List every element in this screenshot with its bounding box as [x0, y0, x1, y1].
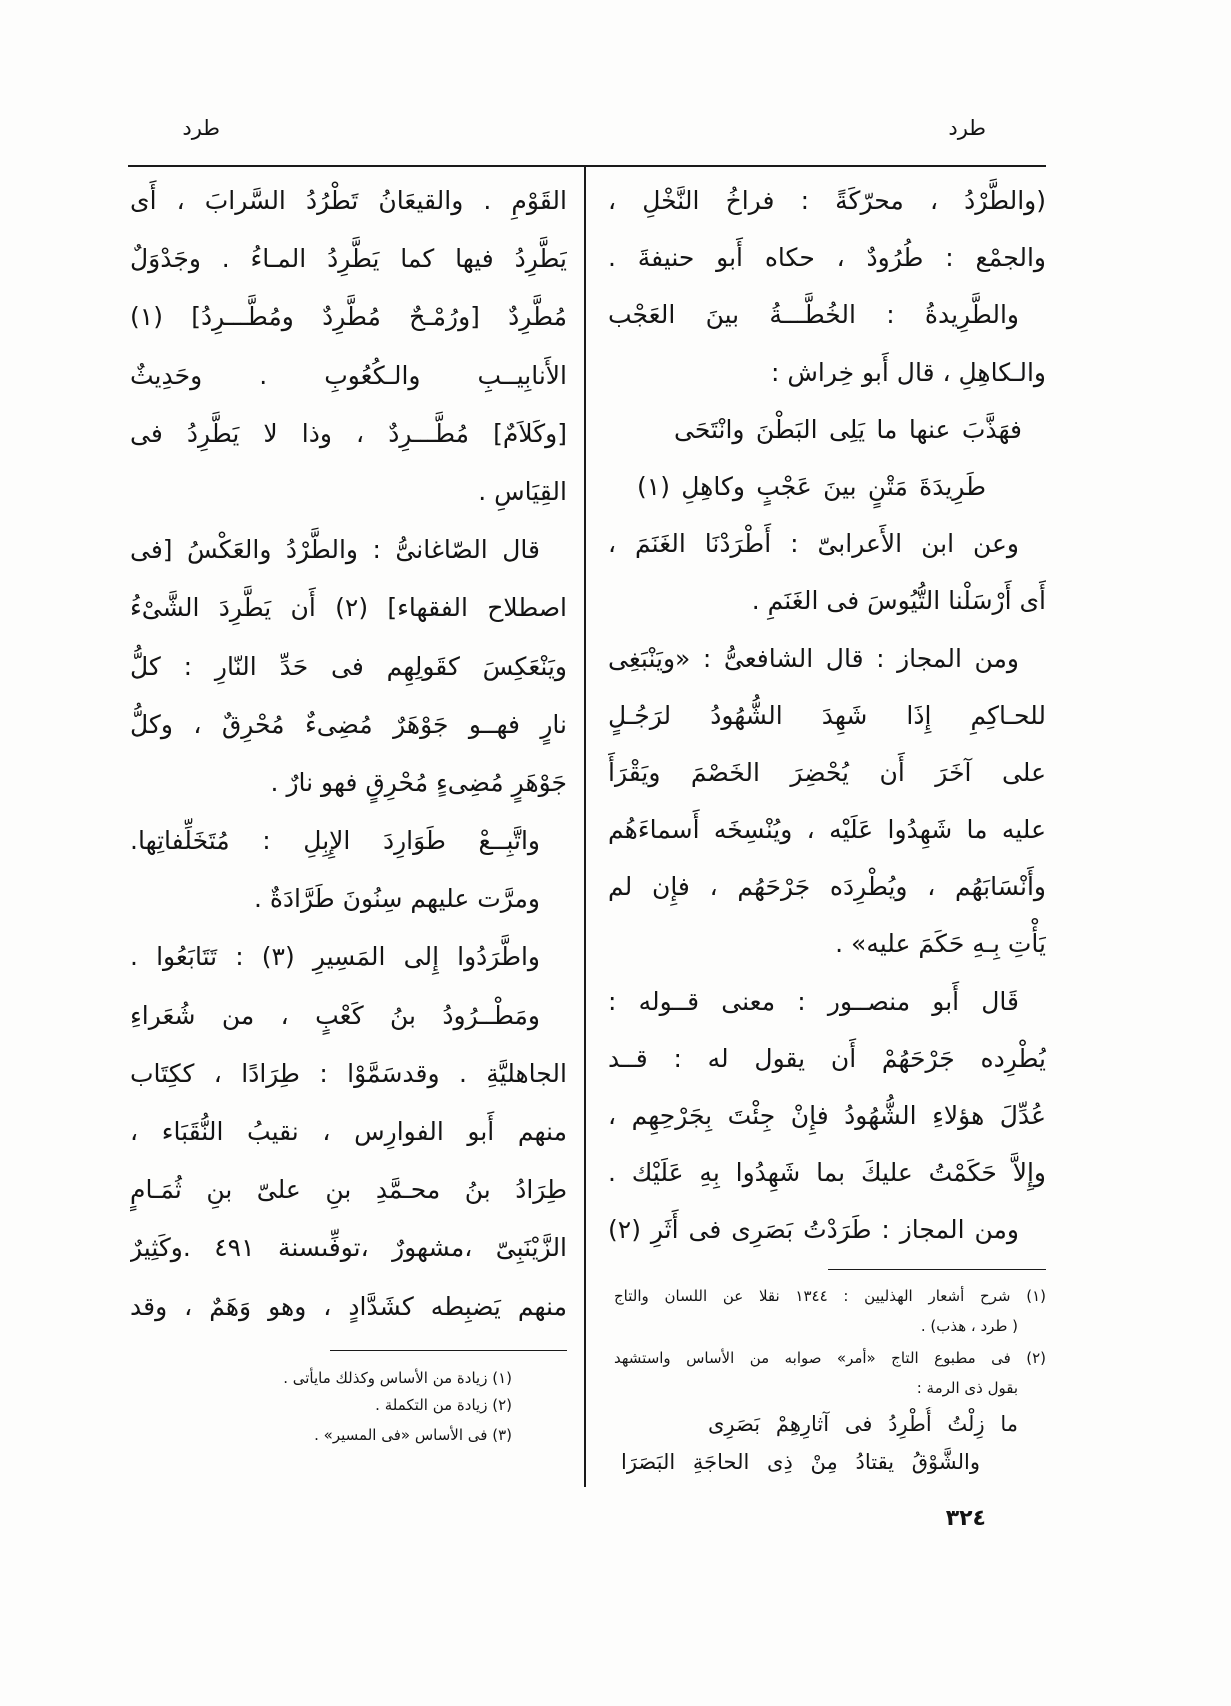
text-line: والجمْع : طُرُودٌ ، حكاه أَبو حنيفةَ .	[608, 243, 1046, 273]
text-line: يَطَّرِدُ فيها كما يَطَّرِدُ المـاءُ . وجَدْوَلٌ	[130, 244, 567, 274]
footnote-verse-line: ما زِلْتُ أُطْرِدُ فى آثارِهِمْ بَصَرِى	[708, 1412, 1018, 1436]
verse-line: فهَذَّبَ عنها ما يَلِى البَطْنَ وانْتَحَى	[674, 414, 1022, 444]
text-line: واتَّبِــعْ طَوَارِدَ الإِبِلِ : مُتَخَلِّفاتِها.	[130, 826, 540, 856]
text-line: عليه ما شَهِدُوا عَلَيْه ، ويُنْسِخَه أَسماءَهُم	[608, 815, 1046, 845]
text-line: واطَّرَدُوا إِلى المَسِيرِ (٣) : تَتَابَعُوا .	[130, 942, 541, 972]
text-line: قَال أَبو منصــور : معنى قــوله :	[608, 986, 1019, 1016]
text-line: طِرَادُ بنُ محـمَّدِ بنِ علىّ بنِ ثُمَـامٍ	[130, 1175, 567, 1205]
text-line: ومن المجاز : قال الشافعىُّ : «ويَنْبَغِى	[608, 643, 1019, 673]
footnote-line: (٣) فى الأساس «فى المسير» .	[314, 1426, 512, 1444]
text-line: للحـاكِمِ إِذَا شَهِدَ الشُّهُودُ لرَجُـلٍ	[608, 700, 1046, 730]
text-line: وإِلاَّ حَكَمْتُ عليكَ بما شَهِدُوا بِهِ عَلَيْك .	[608, 1158, 1046, 1188]
left-column	[130, 172, 567, 1336]
text-line: اصطلاح الفقهاء] (٢) أَن يَطَّرِدَ الشَّىْءُ	[130, 593, 567, 623]
text-line: والـكاهِلِ ، قال أَبو خِراش :	[771, 357, 1046, 387]
text-line: وعن ابن الأَعرابىّ : أَطْرَدْنَا الغَنَمَ ،	[608, 529, 1019, 559]
footnote-line: (٢) زيادة من التكملة .	[375, 1396, 512, 1414]
running-header-left: طرد	[182, 116, 220, 140]
text-line: أَى أَرْسَلْنا التُّيُوسَ فى الغَنَمِ .	[751, 586, 1046, 616]
text-line: ويَنْعَكِسَ كقَولِهِم فى حَدِّ النّارِ : كلُّ	[130, 651, 567, 681]
footnote-separator	[828, 1269, 1046, 1270]
column-divider	[584, 167, 586, 1487]
text-line: ومَطْــرُودُ بنُ كَعْبٍ ، من شُعَراءِ	[130, 1000, 540, 1030]
text-line: [وكَلاَمٌ] مُطَّـــرِدٌ ، وذا لا يَطَّرِدُ فى	[130, 418, 567, 448]
text-line: منهم أَبو الفوارِس ، نقيبُ النُّقَبَاء ،	[130, 1117, 567, 1146]
text-line: نارٍ فهــو جَوْهَرٌ مُضِىءٌ مُحْرِقٌ ، وكلُّ	[130, 709, 567, 739]
text-line: قال الصّاغانىُّ : والطَّرْدُ والعَكْسُ [فى	[130, 535, 540, 565]
text-line: يَأْتِ بِـهِ حَكَمَ عليه» .	[835, 929, 1046, 959]
footnote-line: (١) شرح أشعار الهذليين : ١٣٤٤ نقلا عن اللسان والتاج	[614, 1287, 1046, 1305]
text-line: وأَنْسَابَهُم ، ويُطْرِدَه جَرْحَهُم ، فإِن لم	[608, 872, 1046, 902]
text-line: القِيَاسِ .	[478, 476, 567, 506]
text-line: والطَّرِيدةُ : الخُطَّـــةُ بينَ العَجْب	[608, 300, 1019, 330]
right-column	[608, 172, 1046, 1259]
text-line: الأَنابِيــبِ والـكُعُوبِ . وحَدِيثٌ	[130, 360, 567, 390]
header-rule	[128, 165, 1046, 167]
page-number: ٣٢٤	[945, 1506, 986, 1531]
text-line: جَوْهَرٍ مُضِىءٍ مُحْرِقٍ فهو نارٌ .	[270, 767, 567, 797]
text-line: عُدِّلَ هؤلاءِ الشُّهُودُ فإِنْ جِئْتَ بِجَرْحِهِم ،	[608, 1101, 1046, 1130]
footnote-verse-line: والشَّوْقُ يقتادُ مِنْ ذِى الحاجَةِ البَصَرَا	[621, 1450, 980, 1474]
text-line: الجاهليَّةِ . وقدسَمَّوْا : طِرَادًا ، ككِتَاب	[130, 1058, 567, 1088]
text-line: (والطَّرْدُ ، محرّكَةً : فراخُ النَّخْلِ ،	[608, 186, 1046, 215]
text-line: القَوْمِ . والقيعَانُ تَطْرُدُ السَّرابَ ، أَى	[130, 186, 567, 215]
footnote-line: (١) زيادة من الأساس وكذلك مايأتى .	[283, 1369, 512, 1387]
footnote-line: بقول ذى الرمة :	[916, 1379, 1018, 1397]
text-line: مُطَّرِدٌ [ورُمْـحٌ مُطَّرِدٌ ومُطَّـــرِدُ] (١)	[130, 302, 567, 332]
text-line: منهم يَضبِطه كشَدَّادٍ ، وهو وَهَمٌ ، وقد	[130, 1291, 567, 1321]
text-line: ومرَّت عليهم سِنُونَ طَرَّادَةٌ .	[253, 884, 540, 914]
footnote-line: (٢) فى مطبوع التاج «أمر» صوابه من الأساس واستشهد	[614, 1349, 1046, 1367]
text-line: الزَّيْنَبِىّ ،مشهورٌ ،توفِّىسنة ٤٩١ .وكَثِيرٌ	[130, 1233, 567, 1263]
verse-line: طَرِيدَةَ مَتْنٍ بينَ عَجْبٍ وكاهِلِ (١)	[637, 471, 986, 501]
running-header-right: طرد	[948, 116, 986, 140]
footnote-line: ( طرد ، هذب) .	[920, 1317, 1018, 1335]
footnote-separator	[330, 1350, 567, 1351]
text-line: يُطْرِده جَرْحَهُمْ أَن يقول له : قــد	[608, 1043, 1046, 1073]
text-line: على آخَرَ أَن يُحْضِرَ الخَصْمَ ويَقْرَأَ	[608, 757, 1046, 787]
text-line: ومن المجاز : طَرَدْتُ بَصَرِى فى أَثَرِ (٢)	[608, 1215, 1019, 1245]
